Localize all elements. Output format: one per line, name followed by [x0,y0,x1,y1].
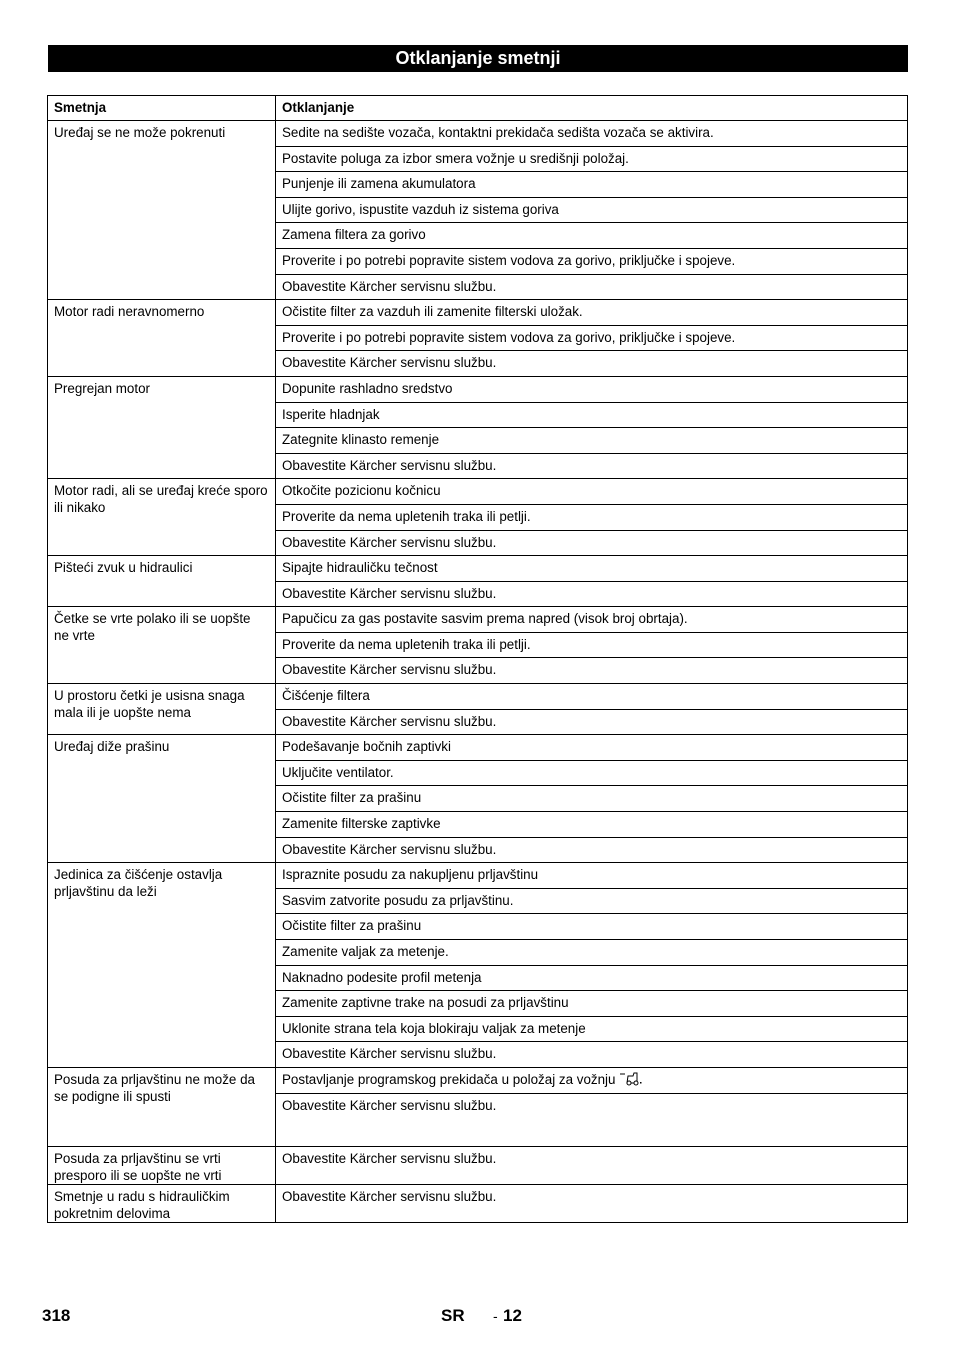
remedy-cell [276,1067,908,1093]
remedy-cell: Zamena filtera za gorivo [276,223,908,249]
page-number: 318 [42,1306,71,1325]
remedy-cell: Zategnite klinasto remenje [276,428,908,454]
remedy-cell: Obavestite Kärcher servisnu službu. [276,1146,908,1184]
page-title: Otklanjanje smetnji [48,45,908,72]
table-row [48,684,908,710]
fault-cell: Motor radi neravnomerno [48,300,276,377]
troubleshooting-table [47,95,908,1223]
remedy-cell: Obavestite Kärcher servisnu službu. [276,837,908,863]
fault-cell: Smetnje u radu s hidrauličkim pokretnim delovima [48,1184,276,1222]
remedy-cell: Čišćenje filtera [276,684,908,710]
remedy-cell: Sipajte hidrauličku tečnost [276,556,908,582]
fault-cell: Pišteći zvuk u hidraulici [48,556,276,607]
remedy-cell: Proverite da nema upletenih traka ili petlji. [276,632,908,658]
table-row [48,121,908,147]
remedy-cell: Dopunite rashladno sredstvo [276,376,908,402]
table-header-row [48,96,908,121]
table-row [48,479,908,505]
remedy-cell: Očistite filter za prašinu [276,786,908,812]
table-row [48,735,908,761]
fault-cell: U prostoru četki je usisna snaga mala ili je uopšte nema [48,684,276,735]
fault-cell: Uređaj diže prašinu [48,735,276,863]
remedy-cell: Ulijte gorivo, ispustite vazduh iz sistema goriva [276,197,908,223]
remedy-cell: Otkočite pozicionu kočnicu [276,479,908,505]
remedy-cell: Proverite i po potrebi popravite sistem vodova za gorivo, priključke i spojeve. [276,248,908,274]
table-row [48,1067,908,1093]
drive-mode-icon [619,1072,643,1090]
remedy-cell: Očistite filter za vazduh ili zamenite filterski uložak. [276,300,908,326]
remedy-cell: Podešavanje bočnih zaptivki [276,735,908,761]
header-remedy: Otklanjanje [276,96,908,121]
table-row [48,556,908,582]
remedy-cell: Proverite i po potrebi popravite sistem vodova za gorivo, priključke i spojeve. [276,325,908,351]
remedy-cell: Obavestite Kärcher servisnu službu. [276,453,908,479]
remedy-cell: Obavestite Kärcher servisnu službu. [276,530,908,556]
fault-cell: Pregrejan motor [48,376,276,478]
fault-cell: Posuda za prljavštinu se vrti presporo ili se uopšte ne vrti [48,1146,276,1184]
table-row [48,607,908,633]
table-row [48,1146,908,1184]
fault-cell: Jedinica za čišćenje ostavlja prljavštinu da leži [48,863,276,1068]
remedy-cell: Zamenite valjak za metenje. [276,940,908,966]
fault-cell: Četke se vrte polako ili se uopšte ne vrte [48,607,276,684]
remedy-cell: Obavestite Kärcher servisnu službu. [276,709,908,735]
remedy-cell: Obavestite Kärcher servisnu službu. [276,1184,908,1222]
remedy-cell: Isperite hladnjak [276,402,908,428]
remedy-cell: Obavestite Kärcher servisnu službu. [276,274,908,300]
remedy-cell: Obavestite Kärcher servisnu službu. [276,351,908,377]
fault-cell: Uređaj se ne može pokrenuti [48,121,276,300]
fault-cell: Posuda za prljavštinu ne može da se podigne ili spusti [48,1067,276,1146]
remedy-cell: Postavite poluga za izbor smera vožnje u središnji položaj. [276,146,908,172]
table-row [48,863,908,889]
remedy-cell: Obavestite Kärcher servisnu službu. [276,581,908,607]
remedy-cell: Obavestite Kärcher servisnu službu. [276,1042,908,1068]
remedy-cell: Ispraznite posudu za nakupljenu prljavštinu [276,863,908,889]
remedy-cell: Proverite da nema upletenih traka ili petlji. [276,504,908,530]
fault-cell: Motor radi, ali se uređaj kreće sporo ili nikako [48,479,276,556]
header-fault: Smetnja [48,96,276,121]
remedy-cell: Uklonite strana tela koja blokiraju valjak za metenje [276,1016,908,1042]
table-row [48,300,908,326]
table-row [48,1184,908,1222]
table-row [48,376,908,402]
remedy-cell: Papučicu za gas postavite sasvim prema napred (visok broj obrtaja). [276,607,908,633]
language-code: SR [441,1306,465,1325]
remedy-cell: Zamenite zaptivne trake na posudi za prljavštinu [276,991,908,1017]
remedy-cell: Obavestite Kärcher servisnu službu. [276,658,908,684]
remedy-cell: Očistite filter za prašinu [276,914,908,940]
section-page-number: 12 [503,1306,522,1325]
table-body [48,121,908,1223]
remedy-cell: Punjenje ili zamena akumulatora [276,172,908,198]
remedy-cell: Obavestite Kärcher servisnu službu. [276,1093,908,1146]
remedy-cell: Sasvim zatvorite posudu za prljavštinu. [276,888,908,914]
remedy-cell: Naknadno podesite profil metenja [276,965,908,991]
remedy-cell: Zamenite filterske zaptivke [276,812,908,838]
footer-dash: - [493,1308,498,1324]
remedy-cell: Uključite ventilator. [276,760,908,786]
remedy-text: Postavljanje programskog prekidača u položaj za vožnju [282,1071,616,1087]
remedy-cell: Sedite na sedište vozača, kontaktni prekidača sedišta vozača se aktivira. [276,121,908,147]
